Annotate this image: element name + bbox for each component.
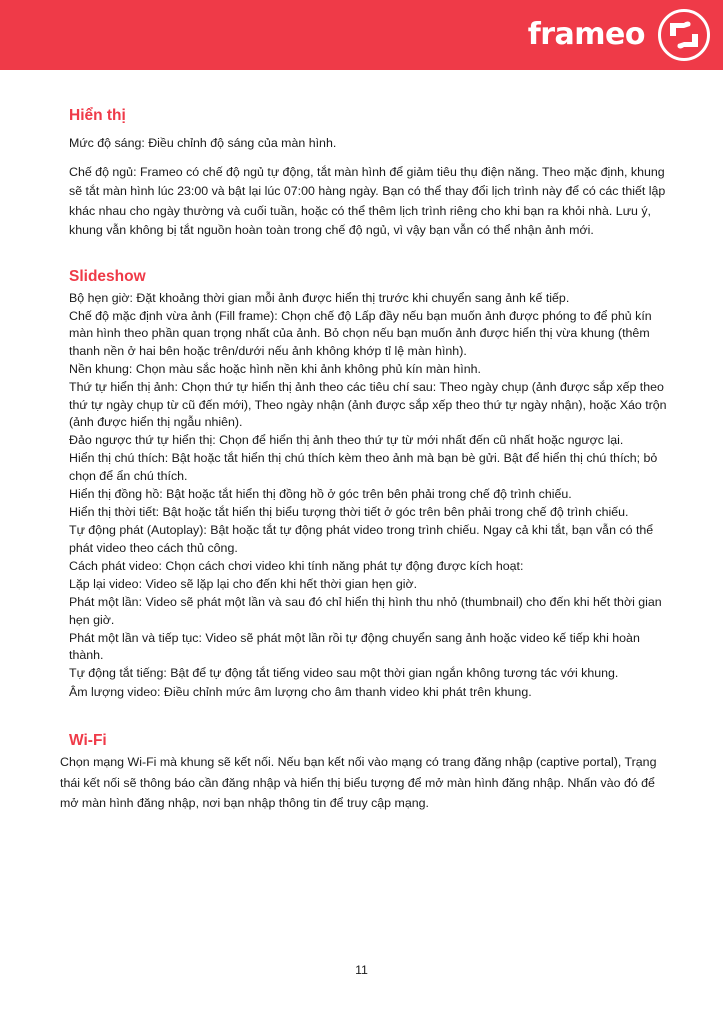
wifi-section-title: Wi-Fi — [69, 732, 107, 750]
weather-paragraph: Hiển thị thời tiết: Bật hoặc tắt hiển thị biểu tượng thời tiết ở góc trên bên phải trong chế độ trình chiếu. — [69, 505, 629, 520]
video-volume-paragraph: Âm lượng video: Điều chỉnh mức âm lượng cho âm thanh video khi phát trên khung. — [69, 684, 532, 699]
wifi-section — [60, 731, 669, 814]
display-section-title: Hiển thị — [69, 107, 126, 124]
page-header — [0, 0, 723, 70]
reverse-order-paragraph: Đảo ngược thứ tự hiển thị: Chọn để hiển thị ảnh theo thứ tự từ mới nhất đến cũ nhất hoặc ngược lại. — [69, 433, 624, 448]
timer-paragraph: Bộ hẹn giờ: Đặt khoảng thời gian mỗi ảnh được hiển thị trước khi chuyển sang ảnh kế tiếp. — [69, 290, 570, 305]
brand-wordmark: frameo — [527, 17, 645, 52]
fill-frame-paragraph: Chế độ mặc định vừa ảnh (Fill frame): Chọn chế độ Lấp đầy nếu bạn muốn ảnh được phóng to để phủ kín màn hình theo phần quan trọng nhất của ảnh. Bỏ chọn nếu bạn muốn ảnh được hiển thị vừa khung (thêm thanh nền ở hai bên hoặc trên/dưới nếu ảnh không khớp tỉ lệ màn hình). — [69, 308, 652, 358]
display-section — [69, 106, 669, 241]
wifi-paragraph: Chọn mạng Wi-Fi mà khung sẽ kết nối. Nếu bạn kết nối vào mạng có trang đăng nhập (captive portal), Trạng thái kết nối sẽ thông báo cần đăng nhập và hiển thị biểu tượng để mở màn hình đăng nhập. Nhấn vào đó để mở màn hình đăng nhập, nơi bạn nhập thông tin để truy cập mạng. — [60, 755, 657, 811]
slideshow-section — [69, 267, 669, 702]
page-content — [60, 106, 669, 814]
slideshow-section-title: Slideshow — [69, 267, 146, 285]
frameo-hands-logo-icon — [657, 8, 711, 62]
auto-mute-paragraph: Tự động tắt tiếng: Bật để tự động tắt tiếng video sau một thời gian ngắn không tương tác với khung. — [69, 666, 619, 681]
display-order-paragraph: Thứ tự hiển thị ảnh: Chọn thứ tự hiển thị ảnh theo các tiêu chí sau: Theo ngày chụp (ảnh được sắp xếp theo thứ tự ngày chụp từ cũ đến mới), Theo ngày nhận (ảnh được sắp xếp theo thứ tự ngày nhận), hoặc Xáo trộn (ảnh được hiển thị ngẫu nhiên). — [69, 379, 667, 430]
brand — [528, 8, 711, 62]
captions-paragraph: Hiển thị chú thích: Bật hoặc tắt hiển thị chú thích kèm theo ảnh mà bạn bè gửi. Bật để hiển thị chú thích; bỏ chọn để ẩn chú thích. — [69, 451, 658, 483]
sleep-mode-paragraph: Chế độ ngủ: Frameo có chế độ ngủ tự động, tắt màn hình để giảm tiêu thụ điện năng. Theo mặc định, khung sẽ tắt màn hình lúc 23:00 và bật lại lúc 07:00 hàng ngày. Bạn có thể thay đổi lịch trình này để có các thiết lập khác nhau cho ngày thường và cuối tuần, hoặc có thể thêm lịch trình riêng cho khi bạn ra khỏi nhà. Lưu ý, khung vẫn không bị tắt nguồn hoàn toàn trong chế độ ngủ, vì vậy bạn vẫn có thể nhận ảnh mới. — [69, 164, 666, 237]
loop-video-paragraph: Lặp lại video: Video sẽ lặp lại cho đến khi hết thời gian hẹn giờ. — [69, 577, 418, 591]
play-once-continue-paragraph: Phát một lần và tiếp tục: Video sẽ phát một lần rồi tự động chuyển sang ảnh hoặc video kế tiếp khi hoàn thành. — [69, 630, 640, 663]
page-number: 11 — [355, 963, 368, 977]
autoplay-paragraph: Tự động phát (Autoplay): Bật hoặc tắt tự động phát video trong trình chiếu. Ngay cả khi tắt, bạn vẫn có thể phát video theo cách thủ công. — [69, 523, 654, 555]
background-paragraph: Nền khung: Chọn màu sắc hoặc hình nền khi ảnh không phủ kín màn hình. — [69, 361, 481, 376]
video-playback-paragraph: Cách phát video: Chọn cách chơi video khi tính năng phát tự động được kích hoạt: — [69, 558, 524, 573]
clock-paragraph: Hiển thị đồng hồ: Bật hoặc tắt hiển thị đồng hồ ở góc trên bên phải trong chế độ trình chiếu. — [69, 487, 572, 502]
brightness-paragraph: Mức độ sáng: Điều chỉnh độ sáng của màn hình. — [69, 136, 337, 150]
play-once-paragraph: Phát một lần: Video sẽ phát một lần và sau đó chỉ hiển thị hình thu nhỏ (thumbnail) cho đến khi hết thời gian hẹn giờ. — [69, 595, 662, 627]
